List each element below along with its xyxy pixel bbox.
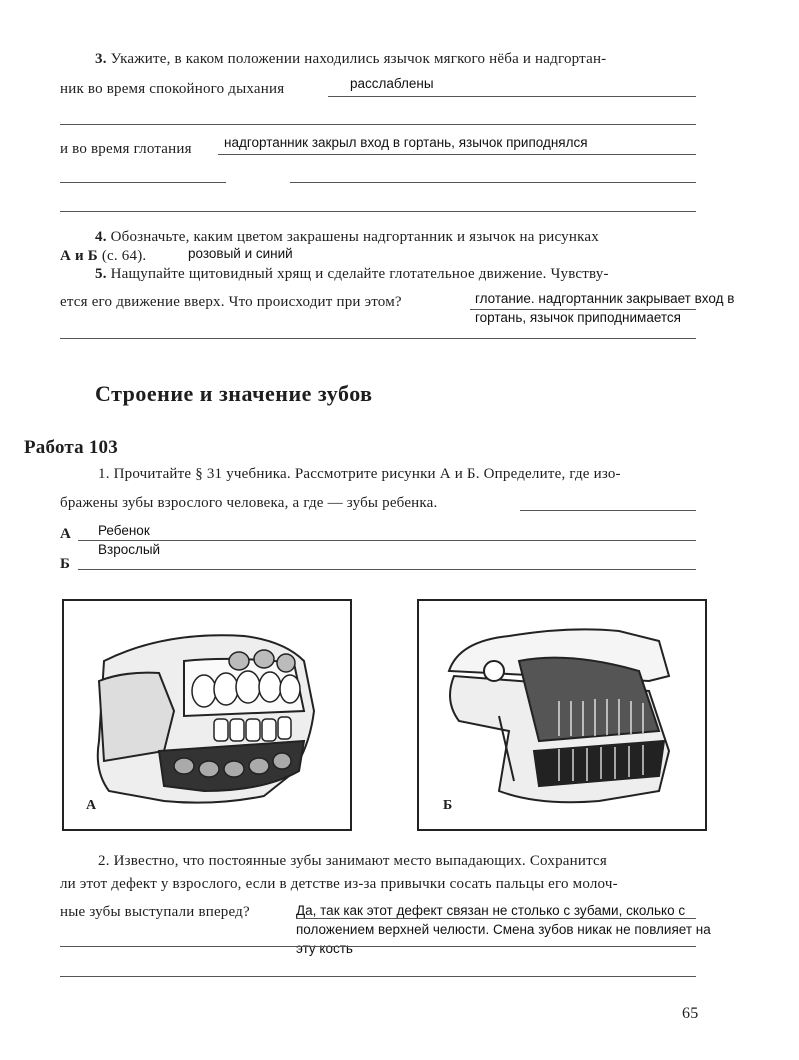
figure-a-label: А [86, 798, 97, 813]
task2-answer-2[interactable]: положением верхней челюсти. Смена зубов никак не повлияет на [296, 922, 711, 937]
answer-line [60, 211, 696, 212]
figure-b-adult-skull [417, 599, 707, 831]
task2-number: 2. [98, 853, 110, 869]
figure-b-label: Б [443, 798, 453, 813]
answer-line [296, 918, 696, 919]
answer-line [60, 976, 696, 977]
task2-answer-1[interactable]: Да, так как этот дефект связан не столько с зубами, сколько с [296, 903, 686, 918]
adult-skull-drawing [419, 601, 705, 829]
q5-number: 5. [95, 266, 107, 282]
answer-line [328, 96, 696, 97]
q3-text-1: Укажите, в каком положении находились язычок мягкого нёба и надгортан- [110, 51, 607, 67]
task1-line2: бражены зубы взрослого человека, а где — зубы ребенка. [60, 495, 438, 511]
section-title: Строение и значение зубов [95, 381, 373, 406]
q5-answer-1[interactable]: глотание. надгортанник закрывает вход в [475, 291, 735, 306]
answer-line [60, 338, 696, 339]
q5-line2: ется его движение вверх. Что происходит при этом? [60, 294, 402, 310]
q5-answer-2[interactable]: гортань, язычок приподнимается [475, 310, 681, 325]
q4-line1 [95, 229, 599, 246]
task1-line1 [98, 466, 621, 483]
answer-line [78, 569, 696, 570]
task1-text-1: Прочитайте § 31 учебника. Рассмотрите рисунки А и Б. Определите, где изо- [113, 466, 621, 482]
q3-answer-breathing[interactable]: расслаблены [350, 76, 434, 91]
task1-answer-b[interactable]: Взрослый [98, 542, 161, 557]
work-title: Работа 103 [24, 437, 118, 458]
answer-line [218, 154, 696, 155]
page-number: 65 [682, 1005, 699, 1022]
q4-line2 [60, 248, 146, 265]
q4-number: 4. [95, 229, 107, 245]
task2-text-1: Известно, что постоянные зубы занимают место выпадающих. Сохранится [113, 853, 607, 869]
answer-line [60, 182, 226, 183]
task1-label-a: А [60, 526, 72, 542]
task2-line1 [98, 853, 607, 870]
task2-line3: ные зубы выступали вперед? [60, 904, 250, 920]
q3-answer-swallowing[interactable]: надгортанник закрыл вход в гортань, язычок приподнялся [224, 135, 588, 150]
task1-label-b: Б [60, 556, 71, 572]
answer-line [60, 946, 696, 947]
q4-answer[interactable]: розовый и синий [188, 246, 293, 261]
answer-line [78, 540, 696, 541]
q3-line3: и во время глотания [60, 141, 192, 157]
task1-number: 1. [98, 466, 110, 482]
answer-line [60, 124, 696, 125]
task1-answer-a[interactable]: Ребенок [98, 523, 150, 538]
answer-line [520, 510, 696, 511]
q3-line2: ник во время спокойного дыхания [60, 81, 285, 97]
q3-line1 [95, 51, 606, 68]
q5-text-1: Нащупайте щитовидный хрящ и сделайте глотательное движение. Чувству- [110, 266, 609, 282]
q4-letters: А и Б [60, 248, 98, 264]
figure-a-child-skull [62, 599, 352, 831]
task2-line2: ли этот дефект у взрослого, если в детстве из-за привычки сосать пальцы его молоч- [60, 876, 618, 892]
q4-page-ref: (с. 64). [101, 248, 147, 264]
child-jaw-drawing [64, 601, 350, 829]
task2-answer-3[interactable]: эту кость [296, 941, 353, 956]
q3-number: 3. [95, 51, 107, 67]
answer-line [290, 182, 696, 183]
q4-text-1: Обозначьте, каким цветом закрашены надгортанник и язычок на рисунках [110, 229, 599, 245]
q5-line1 [95, 266, 609, 283]
